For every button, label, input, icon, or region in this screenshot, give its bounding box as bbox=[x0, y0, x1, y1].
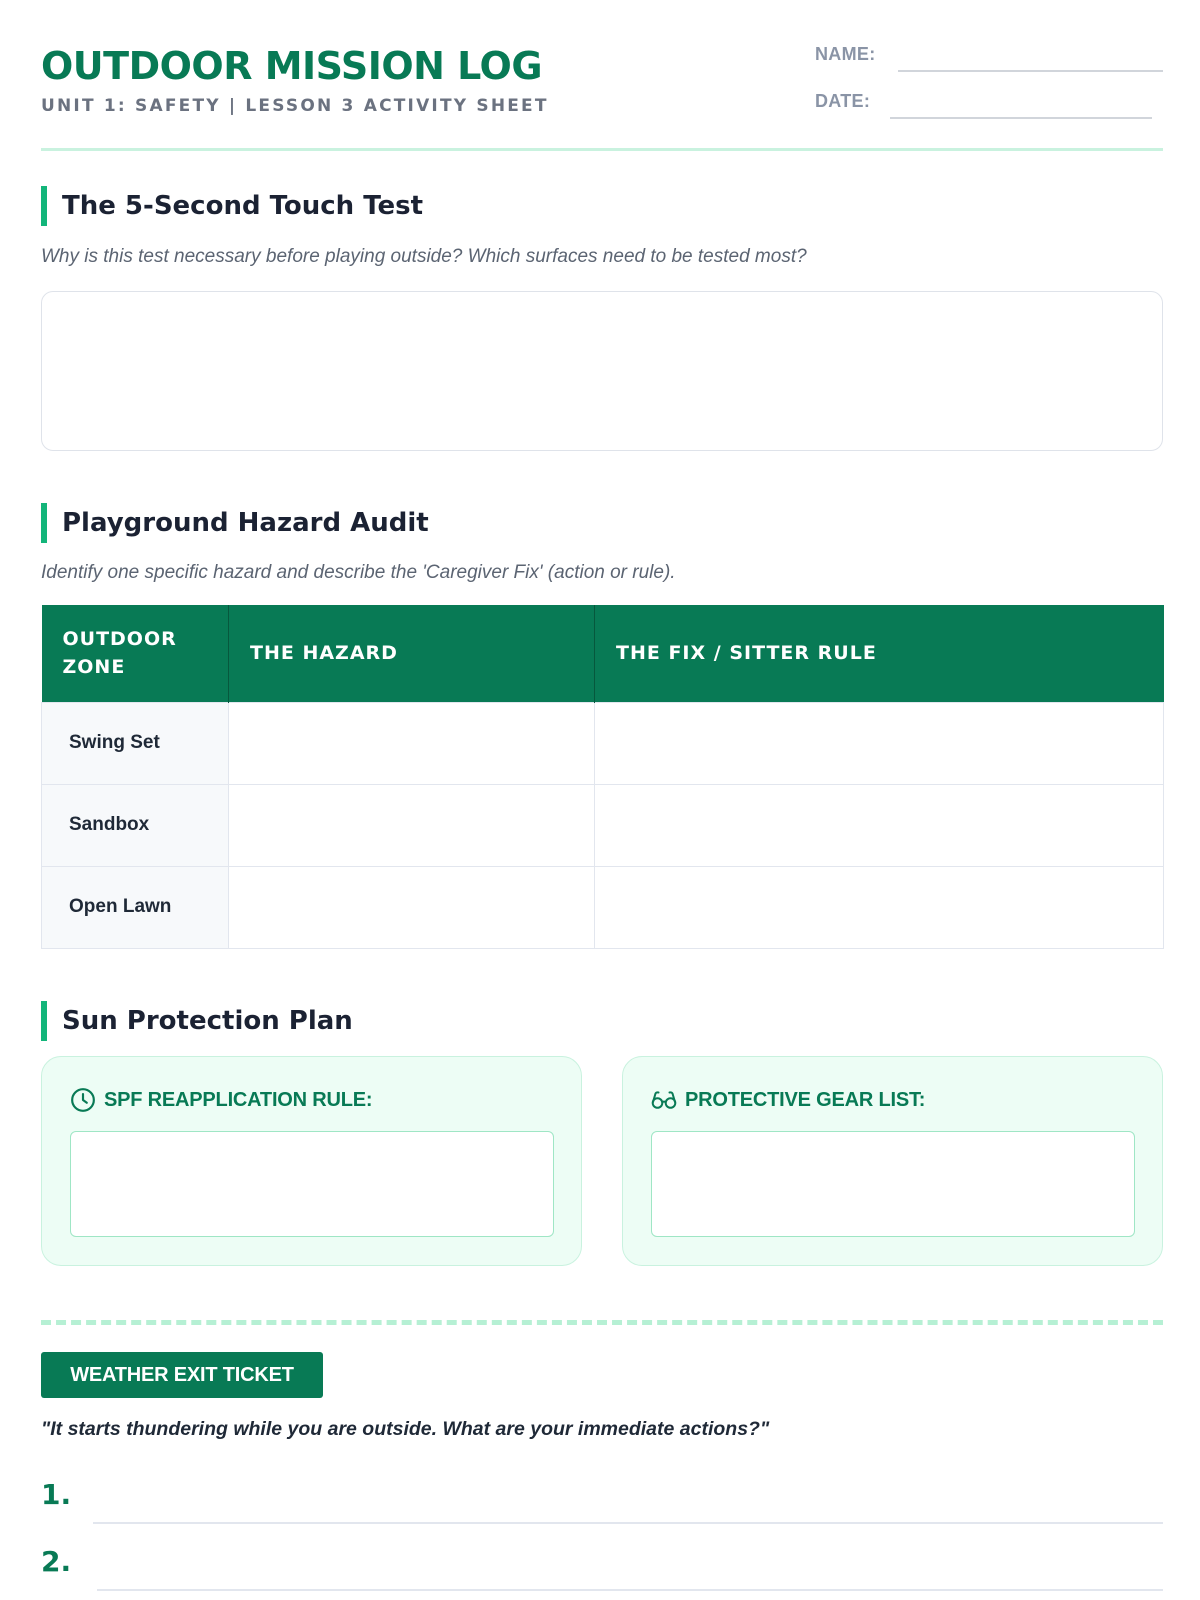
answer-line-2[interactable] bbox=[41, 1539, 1163, 1591]
spf-label: SPF REAPPLICATION RULE: bbox=[104, 1088, 373, 1111]
hazard-cell[interactable] bbox=[229, 866, 595, 948]
answer-underline[interactable] bbox=[97, 1589, 1163, 1591]
touch-test-prompt: Why is this test necessary before playing outside? Which surfaces need to be tested most? bbox=[41, 246, 807, 267]
answer-line-1[interactable] bbox=[41, 1472, 1163, 1524]
name-input-line[interactable] bbox=[898, 70, 1163, 72]
answer-underline[interactable] bbox=[93, 1522, 1163, 1524]
zone-cell: Sandbox bbox=[42, 784, 229, 866]
column-header-zone: OUTDOOR ZONE bbox=[42, 605, 229, 702]
hazard-audit-prompt: Identify one specific hazard and describe the 'Caregiver Fix' (action or rule). bbox=[41, 562, 676, 583]
date-label: DATE: bbox=[815, 91, 871, 111]
gear-label-row bbox=[651, 1085, 925, 1115]
touch-test-answer-box[interactable] bbox=[41, 291, 1163, 451]
name-field[interactable] bbox=[815, 42, 1163, 72]
clock-icon bbox=[70, 1087, 96, 1113]
dashed-divider bbox=[41, 1320, 1163, 1325]
date-input-line[interactable] bbox=[890, 117, 1152, 119]
zone-cell: Open Lawn bbox=[42, 866, 229, 948]
spf-label-row bbox=[70, 1085, 372, 1115]
sun-plan-heading: Sun Protection Plan bbox=[41, 1001, 353, 1041]
fix-cell[interactable] bbox=[595, 702, 1164, 784]
name-label: NAME: bbox=[815, 44, 876, 64]
answer-number: 1. bbox=[41, 1478, 72, 1511]
zone-cell: Swing Set bbox=[42, 702, 229, 784]
touch-test-heading: The 5-Second Touch Test bbox=[41, 186, 423, 226]
gear-card bbox=[622, 1056, 1163, 1266]
page-title: OUTDOOR MISSION LOG bbox=[41, 44, 543, 88]
spf-card bbox=[41, 1056, 582, 1266]
exit-ticket-badge: WEATHER EXIT TICKET bbox=[41, 1352, 323, 1398]
exit-ticket-question: "It starts thundering while you are outside. What are your immediate actions?" bbox=[41, 1418, 770, 1440]
header-divider bbox=[41, 148, 1163, 151]
fix-cell[interactable] bbox=[595, 784, 1164, 866]
fix-cell[interactable] bbox=[595, 866, 1164, 948]
activity-sheet bbox=[41, 0, 1163, 1600]
column-header-fix: THE FIX / SITTER RULE bbox=[595, 605, 1164, 702]
hazard-table bbox=[41, 605, 1164, 949]
column-header-hazard: THE HAZARD bbox=[229, 605, 595, 702]
gear-answer-box[interactable] bbox=[651, 1131, 1135, 1237]
page-header bbox=[41, 42, 1163, 150]
spf-answer-box[interactable] bbox=[70, 1131, 554, 1237]
hazard-cell[interactable] bbox=[229, 784, 595, 866]
table-row bbox=[42, 866, 1164, 948]
page-subtitle: UNIT 1: SAFETY | LESSON 3 ACTIVITY SHEET bbox=[41, 96, 549, 116]
hazard-audit-heading: Playground Hazard Audit bbox=[41, 503, 429, 543]
glasses-icon bbox=[651, 1087, 677, 1113]
table-row bbox=[42, 784, 1164, 866]
answer-number: 2. bbox=[41, 1545, 72, 1578]
table-header-row bbox=[42, 605, 1164, 702]
table-row bbox=[42, 702, 1164, 784]
gear-label: PROTECTIVE GEAR LIST: bbox=[685, 1088, 926, 1111]
hazard-cell[interactable] bbox=[229, 702, 595, 784]
date-field[interactable] bbox=[815, 89, 1163, 119]
